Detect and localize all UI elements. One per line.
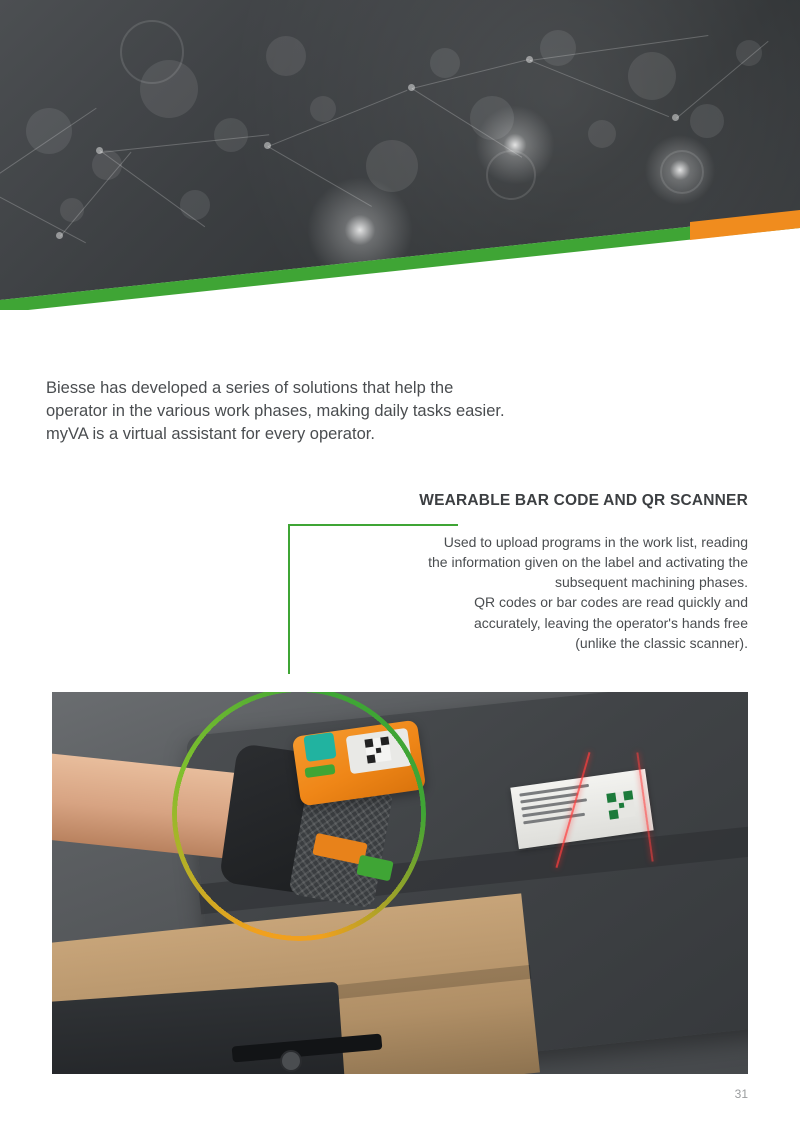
highlight-ring <box>172 692 426 941</box>
network-line <box>268 90 407 147</box>
callout-block <box>338 492 748 653</box>
intro-paragraph: Biesse has developed a series of solutions that help the operator in the various work phases, making daily tasks easier. myVA is a virtual assistant for every operator. <box>46 378 505 443</box>
callout-line: subsequent machining phases. <box>554 574 748 591</box>
network-node <box>96 147 103 154</box>
network-node <box>672 114 679 121</box>
callout-line: Used to upload programs in the work list, reading <box>443 534 748 550</box>
network-line <box>676 41 769 119</box>
callout-title: WEARABLE BAR CODE AND QR SCANNER <box>419 492 748 509</box>
bokeh-circle <box>26 108 72 154</box>
bokeh-circle <box>214 118 248 152</box>
callout-body <box>338 532 748 653</box>
bokeh-circle <box>180 190 210 220</box>
hero-banner <box>0 0 800 310</box>
network-line <box>99 150 205 227</box>
bokeh-circle <box>310 96 336 122</box>
page-number: 31 <box>734 1087 748 1101</box>
callout-line: QR codes or bar codes are read quickly and <box>474 594 748 611</box>
bokeh-circle <box>540 30 576 66</box>
hero-background <box>0 0 800 310</box>
callout-line: accurately, leaving the operator's hands free <box>473 614 748 631</box>
machine-knob <box>280 1050 302 1072</box>
leader-vertical-segment <box>288 524 290 674</box>
light-glow <box>470 100 560 190</box>
label-qr-code <box>606 790 635 819</box>
network-node <box>56 232 63 239</box>
bokeh-circle <box>430 48 460 78</box>
bokeh-circle <box>628 52 676 100</box>
bokeh-circle <box>736 40 762 66</box>
network-node <box>264 142 271 149</box>
callout-line: (unlike the classic scanner). <box>575 634 748 651</box>
product-photo <box>52 692 748 1074</box>
bokeh-circle <box>588 120 616 148</box>
light-glow <box>640 130 720 210</box>
bokeh-ring <box>120 20 184 84</box>
network-node <box>526 56 533 63</box>
network-node <box>408 84 415 91</box>
callout-line: the information given on the label and activating the <box>428 554 748 571</box>
bokeh-circle <box>266 36 306 76</box>
